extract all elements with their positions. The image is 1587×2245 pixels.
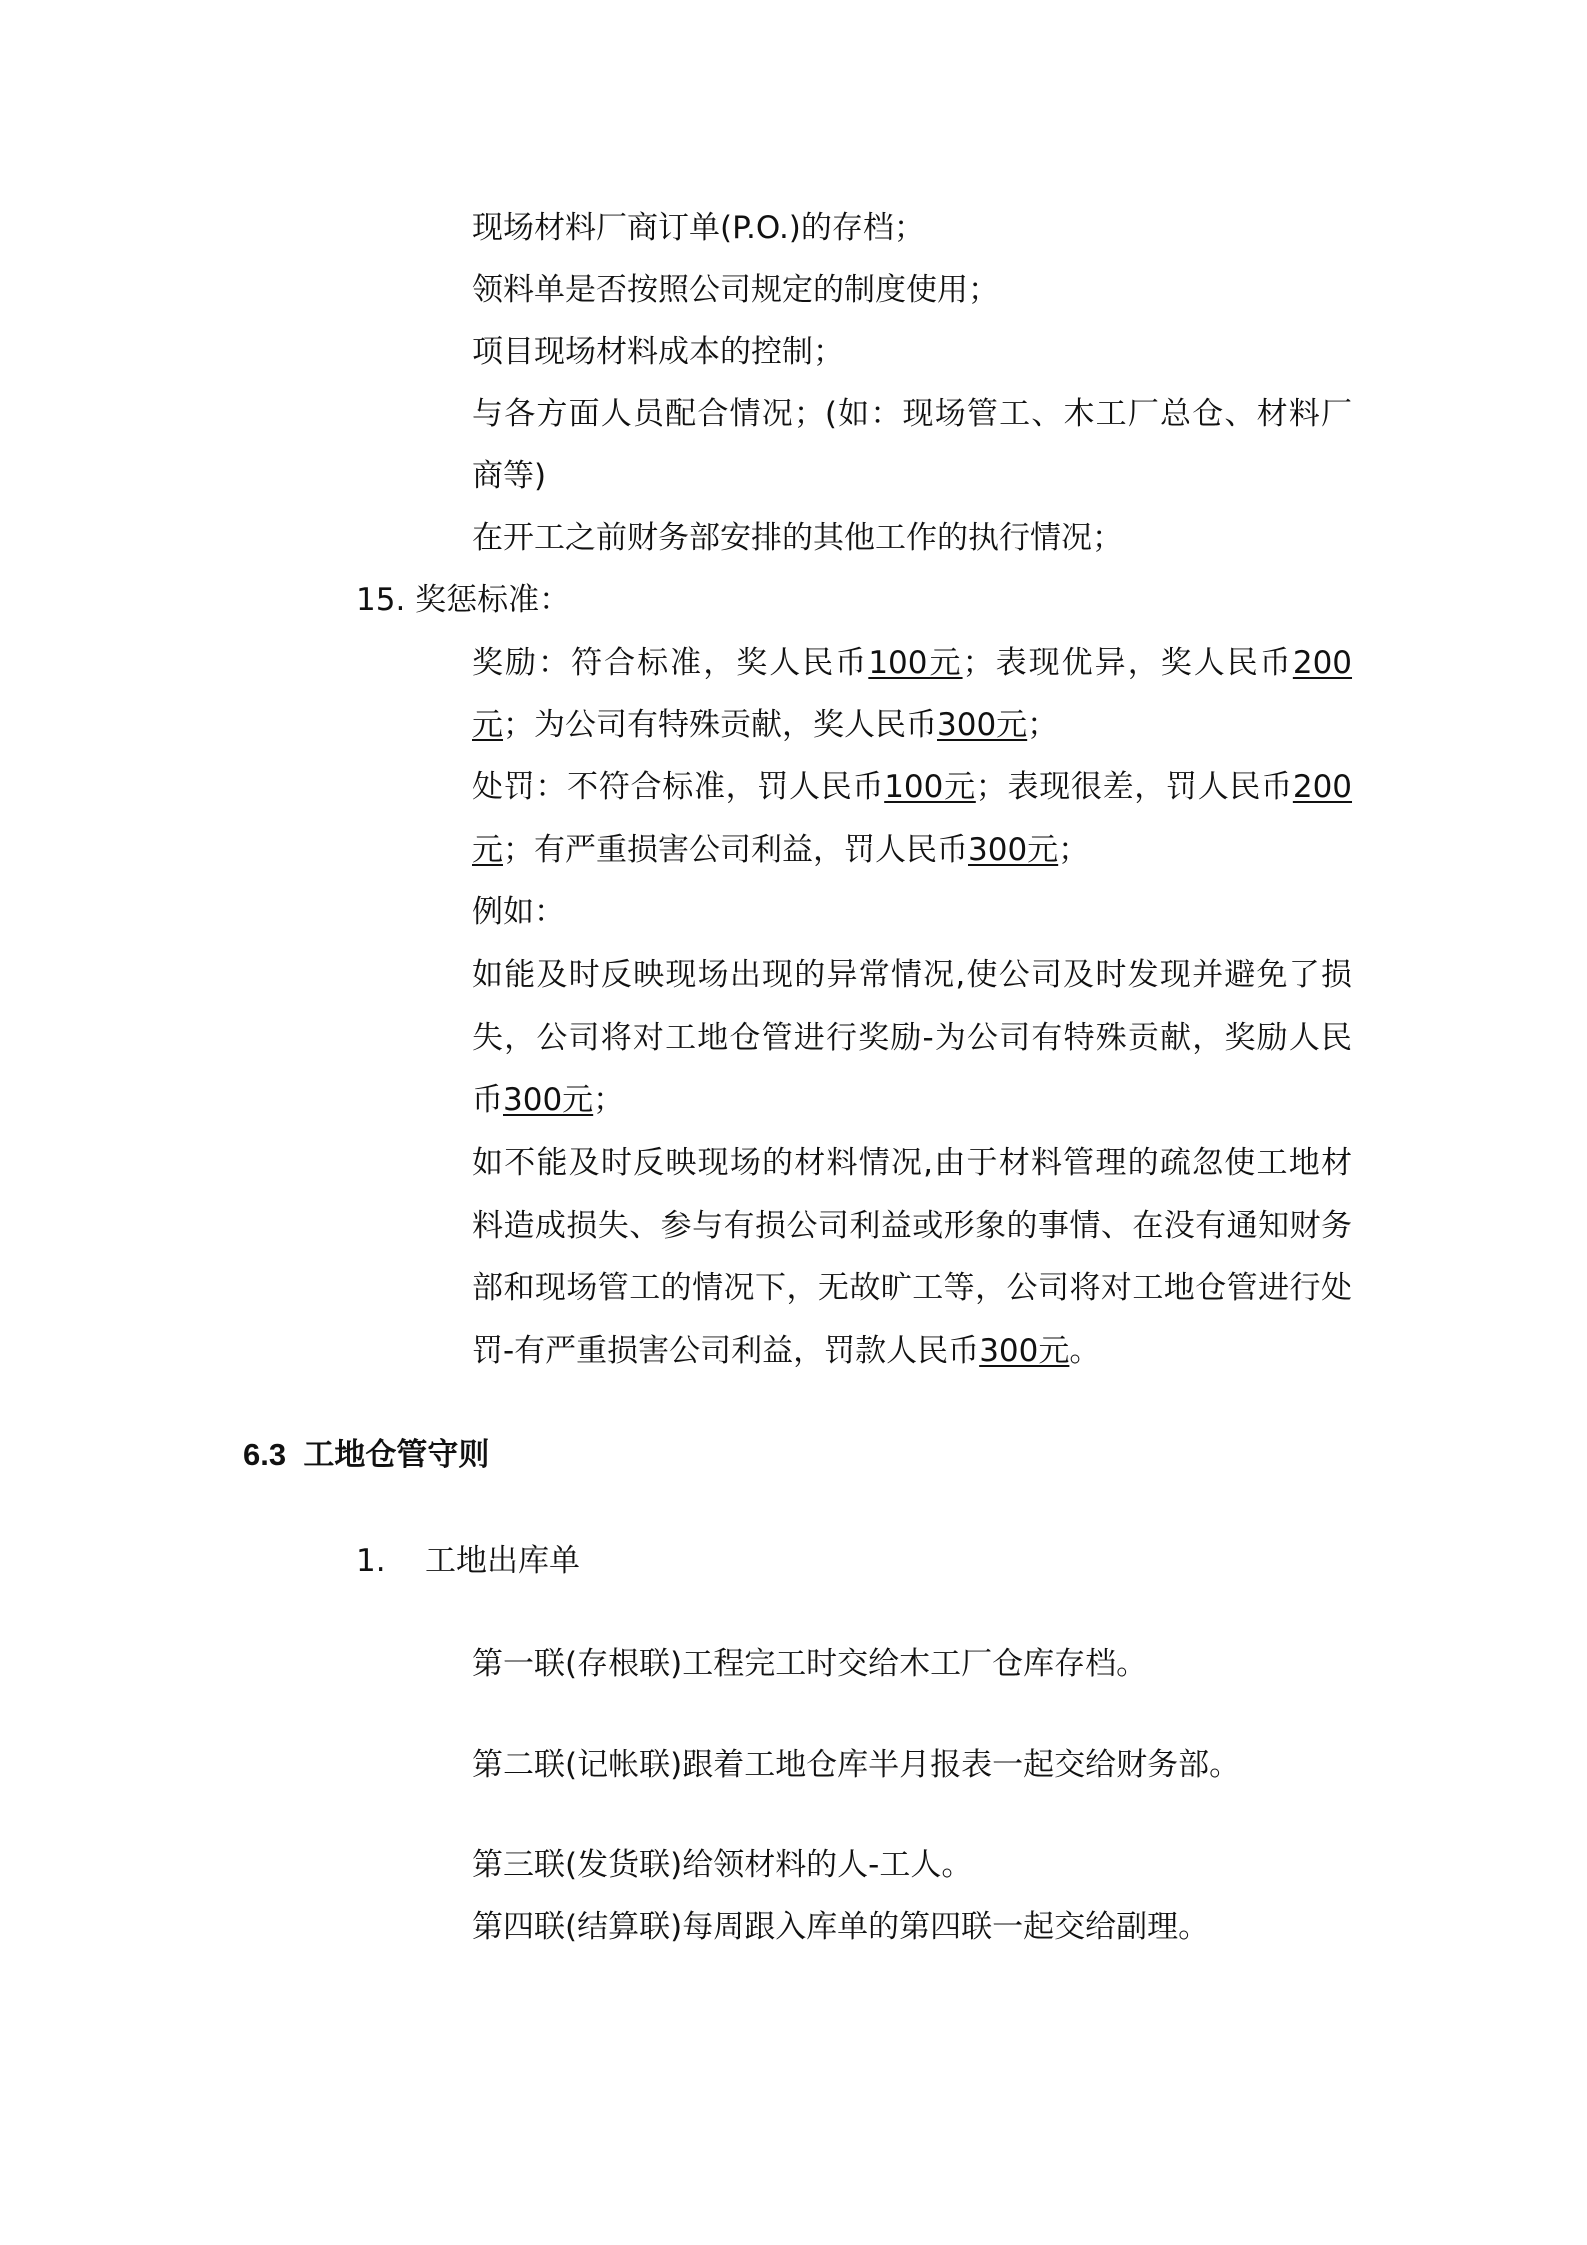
penalty-line2 — [472, 830, 1089, 870]
reward-line1 — [472, 643, 1352, 683]
penalty-line1 — [472, 767, 1352, 807]
example2-punct: 。 — [1069, 1333, 1101, 1369]
example2-line2: 料造成损失、参与有损公司利益或形象的事情、在没有通知财务 — [472, 1208, 1352, 1244]
example2-line4 — [472, 1331, 1100, 1371]
section-heading — [243, 1435, 489, 1475]
example1-line2: 失，公司将对工地仓管进行奖励-为公司有特殊贡献，奖励人民 — [472, 1020, 1352, 1056]
example2-amount-300: 300元 — [979, 1333, 1070, 1369]
list-item-cooperation-line1: 与各方面人员配合情况；(如：现场管工、木工厂总仓、材料厂 — [472, 396, 1352, 432]
copy-4: 第四联(结算联)每周跟入库单的第四联一起交给副理。 — [472, 1909, 1210, 1945]
penalty-amount-300: 300元 — [968, 832, 1059, 868]
copy-2: 第二联(记帐联)跟着工地仓库半月报表一起交给财务部。 — [472, 1747, 1241, 1783]
example2-text: 罚-有严重损害公司利益，罚款人民币 — [472, 1333, 980, 1369]
item-15-number: 15. — [356, 582, 406, 618]
reward-amount-200-unit: 元 — [472, 707, 503, 743]
example-label: 例如： — [472, 894, 565, 930]
list-item-cooperation-line2: 商等) — [472, 458, 547, 494]
list-item-cost-control: 项目现场材料成本的控制； — [472, 334, 844, 370]
example1-amount-300: 300元 — [503, 1082, 594, 1118]
item-1-title: 工地出库单 — [425, 1543, 580, 1579]
example2-line1: 如不能及时反映现场的材料情况,由于材料管理的疏忽使工地材 — [472, 1145, 1352, 1181]
reward-text-3: ；为公司有特殊贡献，奖人民币 — [503, 707, 937, 743]
penalty-text-2: ；表现很差，罚人民币 — [975, 769, 1293, 805]
copy-3: 第三联(发货联)给领材料的人-工人。 — [472, 1847, 973, 1883]
example1-text: 币 — [472, 1082, 503, 1118]
list-item-other-work: 在开工之前财务部安排的其他工作的执行情况； — [472, 520, 1123, 556]
reward-amount-100: 100元 — [868, 645, 963, 681]
penalty-text-3: ；有严重损害公司利益，罚人民币 — [503, 832, 968, 868]
list-item-requisition-usage: 领料单是否按照公司规定的制度使用； — [472, 272, 999, 308]
reward-amount-300: 300元 — [937, 707, 1028, 743]
reward-line2 — [472, 705, 1058, 745]
example1-punct: ； — [593, 1082, 625, 1118]
penalty-amount-200: 200 — [1292, 769, 1353, 805]
item-1-heading — [356, 1541, 580, 1581]
example2-line3: 部和现场管工的情况下，无故旷工等，公司将对工地仓管进行处 — [472, 1270, 1352, 1306]
reward-text-1: 奖励：符合标准，奖人民币 — [472, 645, 869, 681]
reward-text-4: ； — [1027, 707, 1059, 743]
example1-line3 — [472, 1080, 624, 1120]
penalty-amount-200-unit: 元 — [472, 832, 503, 868]
section-number: 6.3 — [243, 1437, 287, 1472]
reward-amount-200: 200 — [1292, 645, 1353, 681]
copy-1: 第一联(存根联)工程完工时交给木工厂仓库存档。 — [472, 1646, 1148, 1682]
item-15-title: 奖惩标准： — [415, 582, 571, 618]
item-15-heading — [356, 580, 570, 620]
reward-text-2: ；表现优异，奖人民币 — [962, 645, 1293, 681]
section-title: 工地仓管守则 — [303, 1437, 490, 1472]
penalty-text-1: 处罚：不符合标准，罚人民币 — [472, 769, 885, 805]
penalty-amount-100: 100元 — [884, 769, 976, 805]
penalty-text-4: ； — [1058, 832, 1090, 868]
example1-line1: 如能及时反映现场出现的异常情况,使公司及时发现并避免了损 — [472, 957, 1352, 993]
item-1-number: 1. — [356, 1543, 386, 1579]
list-item-po-archive: 现场材料厂商订单(P.O.)的存档； — [472, 210, 925, 246]
